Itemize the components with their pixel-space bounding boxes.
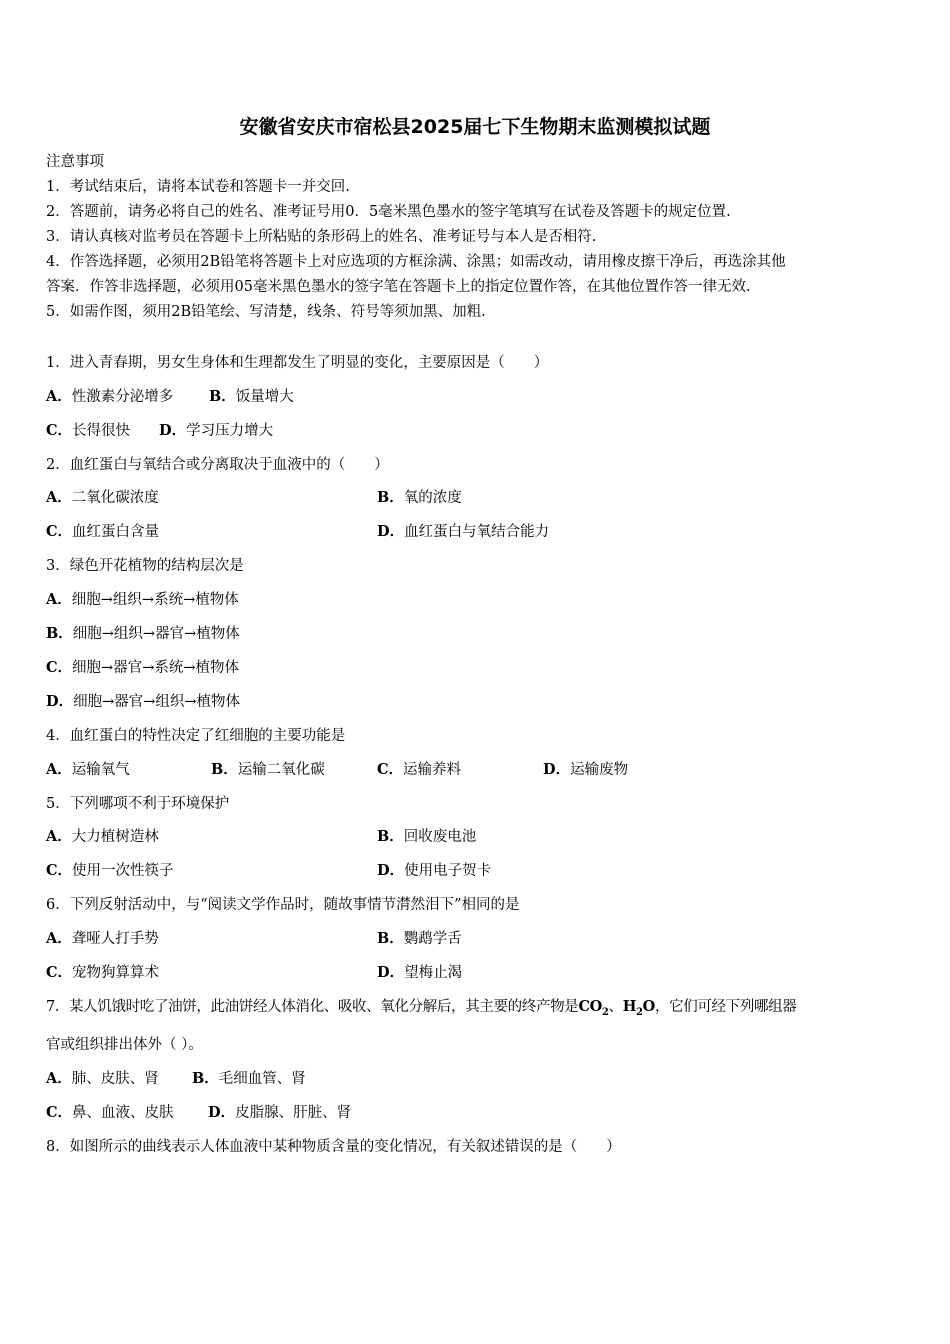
option-text: 细胞→器官→组织→植物体 (73, 694, 241, 710)
option-text: 血红蛋白含量 (72, 524, 160, 540)
option-label: C． (46, 659, 73, 676)
question-7-stem-prefix: 7．某人饥饿时吃了油饼，此油饼经人体消化、吸收、氧化分解后，其主要的终产物是 (46, 999, 579, 1015)
question-5-stem: 5．下列哪项不利于环境保护 (46, 796, 230, 812)
notice-line: 1．考试结束后，请将本试卷和答题卡一并交回. (46, 179, 350, 195)
option-text: 学习压力增大 (186, 423, 274, 439)
co2-formula: CO (578, 998, 602, 1015)
option-label: D． (543, 761, 571, 778)
option-text: 使用电子贺卡 (404, 863, 492, 879)
formula-separator: 、 (608, 999, 623, 1015)
notice-line: 3．请认真核对监考员在答题卡上所粘贴的条形码上的姓名、准考证号与本人是否相符. (46, 229, 597, 245)
question-4-option-c[interactable] (377, 758, 461, 779)
question-5-option-c[interactable] (46, 859, 174, 880)
h2o-formula-o: O (642, 998, 655, 1015)
question-2-option-c[interactable] (46, 520, 159, 541)
option-label: B． (377, 828, 404, 845)
question-4-option-b[interactable] (211, 758, 325, 779)
option-label: D． (377, 964, 405, 981)
question-6-stem: 6．下列反射活动中，与“阅读文学作品时，随故事情节潸然泪下”相同的是 (46, 897, 520, 913)
option-label: A． (46, 930, 72, 947)
question-7-option-c[interactable] (46, 1101, 174, 1122)
option-text: 肺、皮肤、肾 (71, 1071, 159, 1087)
question-3-option-a[interactable] (46, 588, 239, 609)
question-7-stem-suffix: ，它们可经下列哪组器 (654, 999, 797, 1015)
option-label: C． (46, 862, 73, 879)
option-label: B． (192, 1070, 219, 1087)
notice-section (46, 150, 916, 325)
page-title: 安徽省安庆市宿松县2025届七下生物期末监测模拟试题 (239, 116, 711, 138)
option-label: A． (46, 591, 72, 608)
option-label: D． (46, 693, 74, 710)
question-7-option-b[interactable] (192, 1067, 306, 1088)
option-label: C． (46, 1104, 73, 1121)
h2o-subscript: 2 (636, 1006, 643, 1018)
option-label: B． (209, 388, 236, 405)
question-7-stem (46, 995, 796, 1018)
question-1-option-b[interactable] (209, 385, 294, 406)
notice-heading: 注意事项 (46, 154, 104, 170)
option-text: 运输废物 (570, 762, 629, 778)
question-5-option-d[interactable] (377, 859, 491, 880)
question-1-stem: 1．进入青春期，男女生身体和生理都发生了明显的变化，主要原因是（ ） (46, 355, 549, 371)
notice-line: 5．如需作图，须用2B铅笔绘、写清楚，线条、符号等须加黑、加粗. (46, 304, 486, 320)
option-label: A． (46, 761, 72, 778)
question-2-option-b[interactable] (377, 486, 462, 507)
option-text: 性激素分泌增多 (71, 389, 174, 405)
option-text: 鹦鹉学舌 (403, 931, 462, 947)
question-5-option-a[interactable] (46, 825, 159, 846)
option-label: B． (211, 761, 238, 778)
option-text: 皮脂腺、肝脏、肾 (235, 1105, 352, 1121)
option-text: 鼻、血液、皮肤 (72, 1105, 174, 1121)
question-5-option-b[interactable] (377, 825, 476, 846)
option-text: 使用一次性筷子 (72, 863, 174, 879)
question-2-option-d[interactable] (377, 520, 549, 541)
question-6-option-b[interactable] (377, 927, 462, 948)
option-text: 望梅止渴 (404, 965, 463, 981)
option-text: 运输氧气 (71, 762, 130, 778)
option-text: 长得很快 (72, 423, 131, 439)
option-label: D． (208, 1104, 236, 1121)
option-text: 饭量增大 (235, 389, 294, 405)
option-label: B． (377, 930, 404, 947)
question-2-option-a[interactable] (46, 486, 159, 507)
option-label: D． (159, 422, 187, 439)
notice-line: 4．作答选择题，必须用2B铅笔将答题卡上对应选项的方框涂满、涂黑；如需改动，请用橡皮擦干净后，再选涂其他 (46, 254, 786, 270)
option-label: C． (46, 523, 73, 540)
question-3-stem: 3．绿色开花植物的结构层次是 (46, 558, 244, 574)
question-1-option-a[interactable] (46, 385, 173, 406)
option-text: 氧的浓度 (403, 490, 462, 506)
question-6-option-a[interactable] (46, 927, 159, 948)
question-8-stem: 8．如图所示的曲线表示人体血液中某种物质含量的变化情况，有关叙述错误的是（ ） (46, 1139, 621, 1155)
notice-line: 答案．作答非选择题，必须用05毫米黑色墨水的签字笔在答题卡上的指定位置作答，在其他位置作答一律无效. (46, 279, 751, 295)
option-label: A． (46, 828, 72, 845)
option-label: B． (377, 489, 404, 506)
option-text: 运输二氧化碳 (237, 762, 325, 778)
option-label: C． (377, 761, 404, 778)
question-3-option-c[interactable] (46, 656, 239, 677)
option-text: 血红蛋白与氧结合能力 (404, 524, 550, 540)
option-label: A． (46, 489, 72, 506)
option-text: 二氧化碳浓度 (71, 490, 159, 506)
question-7-option-d[interactable] (208, 1101, 351, 1122)
option-text: 回收废电池 (403, 829, 477, 845)
option-text: 细胞→组织→器官→植物体 (72, 626, 240, 642)
option-text: 细胞→器官→系统→植物体 (72, 660, 239, 676)
option-text: 大力植树造林 (71, 829, 159, 845)
option-label: A． (46, 388, 72, 405)
question-7-option-a[interactable] (46, 1067, 159, 1088)
option-text: 宠物狗算算术 (72, 965, 160, 981)
option-label: C． (46, 964, 73, 981)
question-2-stem: 2．血红蛋白与氧结合或分离取决于血液中的（ ） (46, 457, 389, 473)
question-3-option-d[interactable] (46, 690, 240, 711)
question-1-option-d[interactable] (159, 419, 273, 440)
question-6-option-d[interactable] (377, 961, 462, 982)
question-6-option-c[interactable] (46, 961, 159, 982)
question-4-stem: 4．血红蛋白的特性决定了红细胞的主要功能是 (46, 728, 346, 744)
option-label: C． (46, 422, 73, 439)
question-1-option-c[interactable] (46, 419, 130, 440)
question-3-option-b[interactable] (46, 622, 240, 643)
question-4-option-a[interactable] (46, 758, 130, 779)
h2o-formula-h: H (622, 998, 637, 1015)
option-label: D． (377, 862, 405, 879)
co2-subscript: 2 (601, 1006, 609, 1018)
option-text: 运输养料 (403, 762, 462, 778)
option-label: D． (377, 523, 405, 540)
option-text: 细胞→组织→系统→植物体 (71, 592, 239, 608)
option-label: A． (46, 1070, 72, 1087)
option-text: 毛细血管、肾 (218, 1071, 306, 1087)
option-text: 聋哑人打手势 (71, 931, 159, 947)
option-label: B． (46, 625, 73, 642)
notice-line: 2．答题前，请务必将自己的姓名、准考证号用0．5毫米黑色墨水的签字笔填写在试卷及答题卡的规定位置. (46, 204, 731, 220)
question-7-stem-line2: 官或组织排出体外（ ）。 (46, 1037, 203, 1053)
question-4-option-d[interactable] (543, 758, 628, 779)
